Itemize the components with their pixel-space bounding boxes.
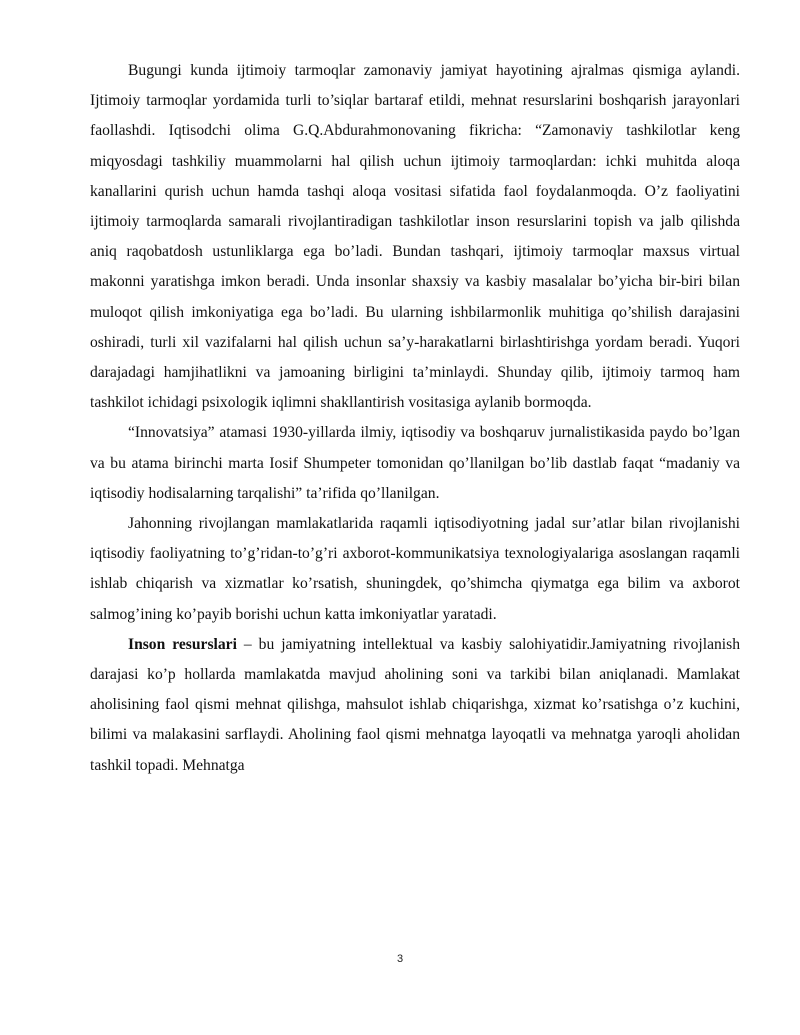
paragraph-innovation-term: “Innovatsiya” atamasi 1930-yillarda ilmiy, iqtisodiy va boshqaruv jurnalistikasida paydo bo’lgan va bu atama birinchi marta Iosif Shumpeter tomonidan qo’llanilgan bo’lib dastlab faqat “madaniy va iqtisodiy hodisalarning tarqalishi” ta’rifida qo’llanilgan.	[90, 424, 740, 502]
paragraph-social-networks: Bugungi kunda ijtimoiy tarmoqlar zamonaviy jamiyat hayotining ajralmas qismiga aylandi. Ijtimoiy tarmoqlar yordamida turli to’siqlar bartaraf etildi, mehnat resurslarini boshqarish jarayonlari faollashdi. Iqtisodchi olima G.Q.Abdurahmonovaning fikricha: “Zamonaviy tashkilotlar keng miqyosdagi tashkiliy muammolarni hal qilish uchun ijtimoiy tarmoqlardan: ichki muhitda aloqa kanallarini qurish uchun hamda tashqi aloqa vositasi sifatida faol foydalanmoqda. O’z faoliyatini ijtimoiy tarmoqlarda samarali rivojlantiradigan tashkilotlar inson resurslarini topish va jalb qilishda aniq raqobatdosh ustunliklarga ega bo’ladi. Bundan tashqari, ijtimoiy tarmoqlar maxsus virtual makonni yaratishga imkon beradi. Unda insonlar shaxsiy va kasbiy masalalar bo’yicha bir-biri bilan muloqot qilish imkoniyatiga ega bo’ladi. Bu ularning ishbilarmonlik muhitiga qo’shilish darajasini oshiradi, turli xil vazifalarni hal qilish uchun sa’y-harakatlarni birlashtirishga yordam beradi. Yuqori darajadagi hamjihatlikni va jamoaning birligini ta’minlaydi. Shunday qilib, ijtimoiy tarmoq ham tashkilot ichidagi psixologik iqlimni shakllantirish vositasiga aylanib bormoqda.	[90, 62, 740, 412]
page-number: 3	[396, 953, 404, 965]
bold-term-human-resources: Inson resurslari	[128, 635, 237, 653]
paragraph-human-resources	[90, 630, 740, 781]
document-page	[90, 56, 740, 781]
human-resources-definition-text: – bu jamiyatning intellektual va kasbiy salohiyatidir.Jamiyatning rivojlanish darajasi ko’p hollarda mamlakatda mavjud aholining soni va tarkibi bilan aniqlanadi. Mamlakat aholisining faol qismi mehnat qilishga, mahsulot ishlab chiqarishga, xizmat ko’rsatishga o’z kuchini, bilimi va malakasini sarflaydi. Aholining faol qismi mehnatga layoqatli va mehnatga yaroqli aholidan tashkil topadi. Mehnatga	[90, 635, 740, 774]
paragraph-digital-economy: Jahonning rivojlangan mamlakatlarida raqamli iqtisodiyotning jadal sur’atlar bilan rivojlanishi iqtisodiy faoliyatning to’g’ridan-to’g’ri axborot-kommunikatsiya texnologiyalariga asoslangan raqamli ishlab chiqarish va xizmatlar ko’rsatish, shuningdek, qo’shimcha qiymatga ega bilim va axborot salmog’ining ko’payib borishi uchun katta imkoniyatlar yaratadi.	[90, 515, 740, 623]
